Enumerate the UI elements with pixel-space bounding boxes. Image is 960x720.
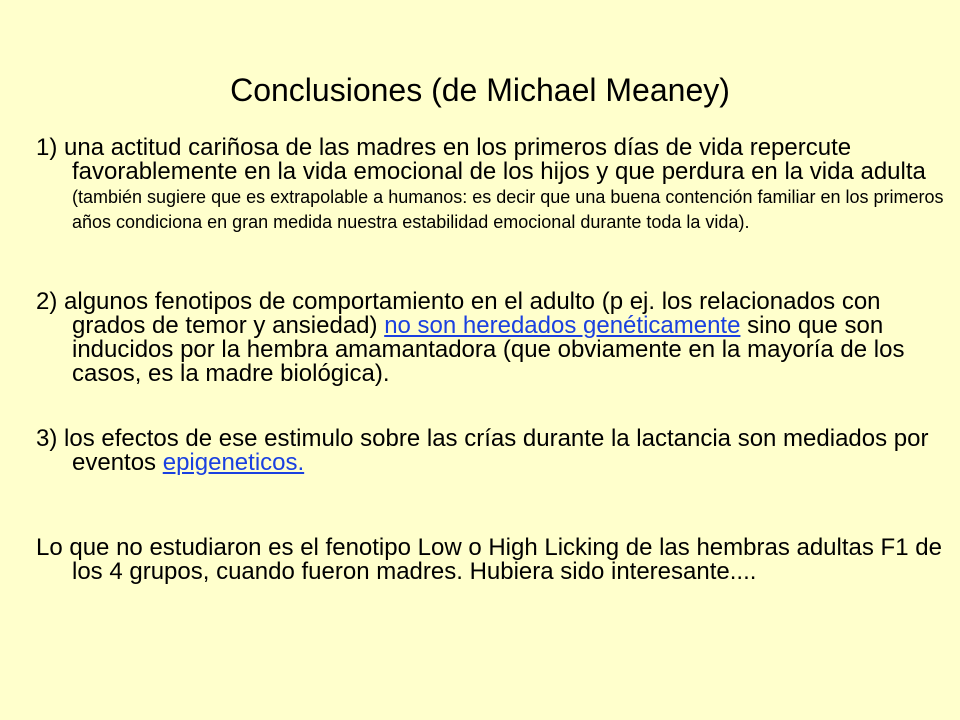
slide-title: Conclusiones (de Michael Meaney) <box>230 72 730 108</box>
closing-remark <box>36 536 952 584</box>
epigeneticos-link[interactable]: epigeneticos. <box>162 449 305 476</box>
conclusion-1 <box>36 136 952 234</box>
conclusion-2 <box>36 290 952 386</box>
conclusion-2-text-before: 2) algunos fenotipos de comportamiento en el adulto (p ej. los relacionados con grados de temor y ansiedad) <box>36 288 881 339</box>
heredados-link[interactable]: no son heredados genéticamente <box>384 312 741 339</box>
closing-remark-text: Lo que no estudiaron es el fenotipo Low o High Licking de las hembras adultas F1 de los 4 grupos, cuando fueron madres. Hubiera sido interesante.... <box>36 534 942 585</box>
conclusion-3-text: 3) los efectos de ese estimulo sobre las crías durante la lactancia son mediados por eventos <box>36 425 929 476</box>
conclusion-1-note: (también sugiere que es extrapolable a humanos: es decir que una buena contención familiar en los primeros años condiciona en gran medida nuestra estabilidad emocional durante toda la vida). <box>72 187 944 232</box>
conclusion-1-main: 1) una actitud cariñosa de las madres en los primeros días de vida repercute favorablemente en la vida emocional de los hijos y que perdura en la vida adulta <box>36 134 926 185</box>
conclusion-3 <box>36 427 952 475</box>
conclusion-2-text-after: sino que son inducidos por la hembra amamantadora (que obviamente en la mayoría de los casos, es la madre biológica). <box>72 312 905 387</box>
